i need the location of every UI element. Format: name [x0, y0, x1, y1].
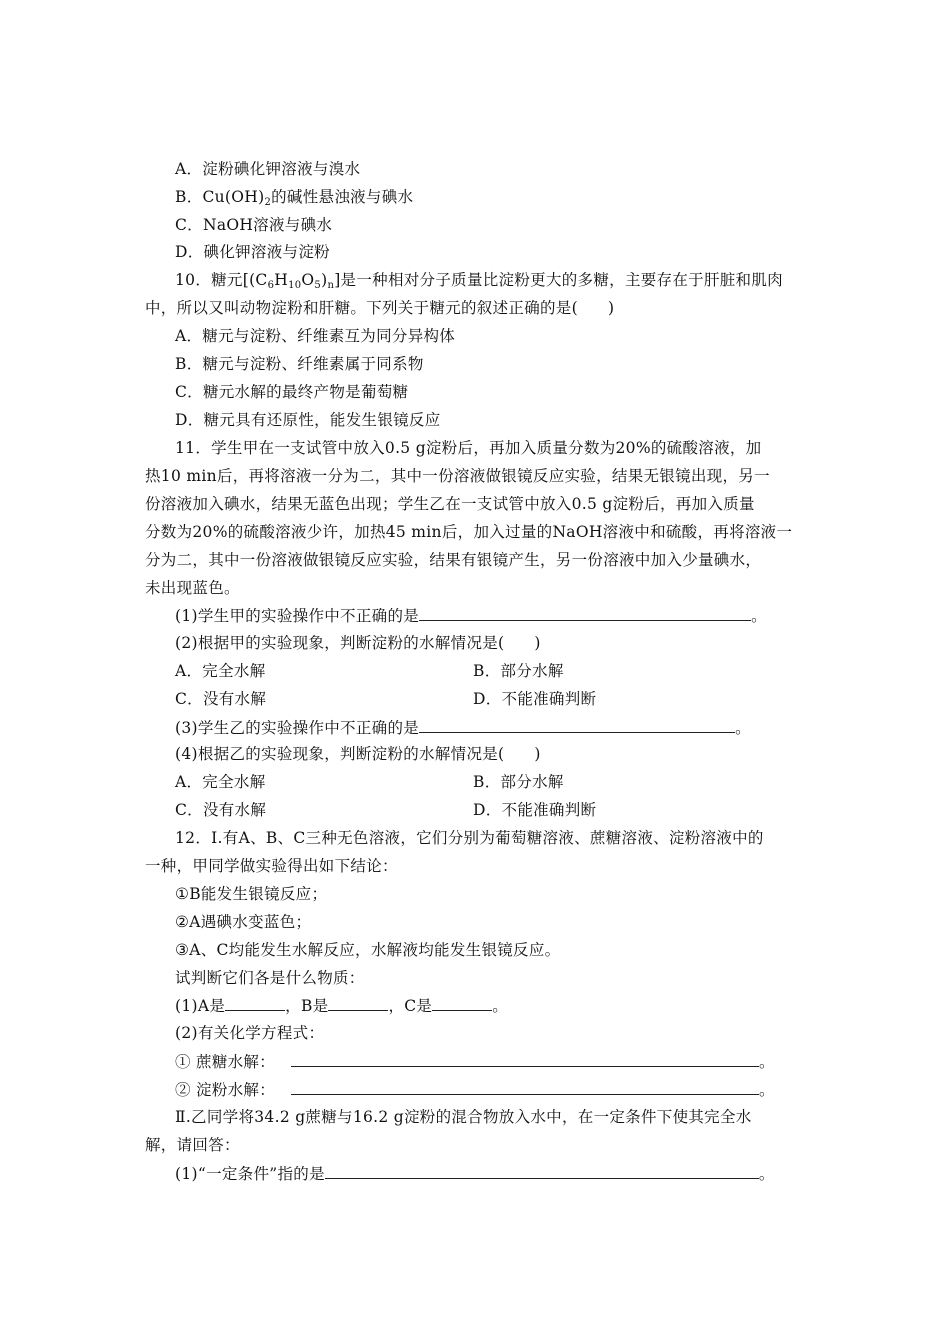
q11-part-4: (4)根据乙的实验现象，判断淀粉的水解情况是( ) — [175, 745, 541, 763]
q12-part-2-heading: (2)有关化学方程式： — [175, 1024, 325, 1042]
q12-conclusion-1: ①B能发生银镜反应； — [175, 885, 328, 903]
q12-equation-2: ② 淀粉水解： 。 — [175, 1078, 775, 1101]
q12-part-ii-line-2: 解，请回答： — [145, 1136, 240, 1154]
q11-part-4-options-row-2: C．没有水解 D．不能准确判断 — [175, 801, 597, 819]
q12-stem-line-1: 12．Ⅰ.有A、B、C三种无色溶液，它们分别为葡萄糖溶液、蔗糖溶液、淀粉溶液中的 — [175, 829, 764, 847]
q10-stem-line-1: 10．糖元$[(C_6H_{10}O_5)_n]$是一种相对分子质量比淀粉更大的多糖，主要存在于肝脏和肌肉 — [175, 271, 783, 291]
q11-part-3: (3)学生乙的实验操作中不正确的是 。 — [175, 716, 751, 739]
q12-ask: 试判断它们各是什么物质： — [175, 969, 365, 987]
answer-blank[interactable] — [419, 604, 751, 621]
answer-blank-a[interactable] — [225, 994, 285, 1011]
q12-part-1: (1)A是 ，B是 ，C是 。 — [175, 994, 508, 1017]
q12-stem-line-2: 一种，甲同学做实验得出如下结论： — [145, 857, 398, 875]
q9-option-a: A．淀粉碘化钾溶液与溴水 — [175, 160, 361, 178]
q11-part-2: (2)根据甲的实验现象，判断淀粉的水解情况是( ) — [175, 634, 541, 652]
q9-option-d: D．碘化钾溶液与淀粉 — [175, 243, 330, 261]
q11-part-1: (1)学生甲的实验操作中不正确的是 。 — [175, 604, 767, 627]
answer-blank-b[interactable] — [328, 994, 388, 1011]
q11-stem-line-1: 11．学生甲在一支试管中放入0.5 g淀粉后，再加入质量分数为20%的硫酸溶液，加 — [175, 439, 762, 457]
q11-stem-line-5: 分为二，其中一份溶液做银镜反应实验，结果有银镜产生，另一份溶液中加入少量碘水， — [145, 551, 762, 569]
q9-option-b: B．$Cu(OH)_2$的碱性悬浊液与碘水 — [175, 188, 414, 208]
q11-part-4-options-row-1: A．完全水解 B．部分水解 — [175, 773, 564, 791]
q11-stem-line-2: 热10 min后，再将溶液一分为二，其中一份溶液做银镜反应实验，结果无银镜出现，另一 — [145, 467, 770, 485]
q10-option-d: D．糖元具有还原性，能发生银镜反应 — [175, 411, 441, 429]
q11-stem-line-3: 份溶液加入碘水，结果无蓝色出现；学生乙在一支试管中放入0.5 g淀粉后，再加入质量 — [145, 495, 755, 513]
q10-stem-line-2: 中，所以又叫动物淀粉和肝糖。下列关于糖元的叙述正确的是( ) — [145, 299, 615, 317]
q9-option-c: C．NaOH溶液与碘水 — [175, 216, 333, 234]
answer-blank[interactable] — [325, 1162, 759, 1179]
q11-part-2-options-row-2: C．没有水解 D．不能准确判断 — [175, 690, 597, 708]
q12-part-ii-line-1: Ⅱ.乙同学将34.2 g蔗糖与16.2 g淀粉的混合物放入水中，在一定条件下使其完全水 — [175, 1108, 752, 1126]
q11-stem-line-6: 未出现蓝色。 — [145, 579, 240, 597]
answer-blank[interactable] — [291, 1078, 759, 1095]
q11-part-2-options-row-1: A．完全水解 B．部分水解 — [175, 662, 564, 680]
q12-conclusion-3: ③A、C均能发生水解反应，水解液均能发生银镜反应。 — [175, 941, 561, 959]
q10-option-b: B．糖元与淀粉、纤维素属于同系物 — [175, 355, 424, 373]
q10-option-a: A．糖元与淀粉、纤维素互为同分异构体 — [175, 327, 456, 345]
q12-part-ii-question-1: (1)“一定条件”指的是 。 — [175, 1162, 775, 1185]
answer-blank[interactable] — [419, 716, 735, 733]
q11-stem-line-4: 分数为20%的硫酸溶液少许，加热45 min后，加入过量的NaOH溶液中和硫酸，再将溶液一 — [145, 523, 793, 541]
q12-equation-1: ① 蔗糖水解： 。 — [175, 1050, 775, 1073]
answer-blank[interactable] — [291, 1050, 759, 1067]
q12-conclusion-2: ②A遇碘水变蓝色； — [175, 913, 312, 931]
q10-option-c: C．糖元水解的最终产物是葡萄糖 — [175, 383, 409, 401]
answer-blank-c[interactable] — [432, 994, 492, 1011]
